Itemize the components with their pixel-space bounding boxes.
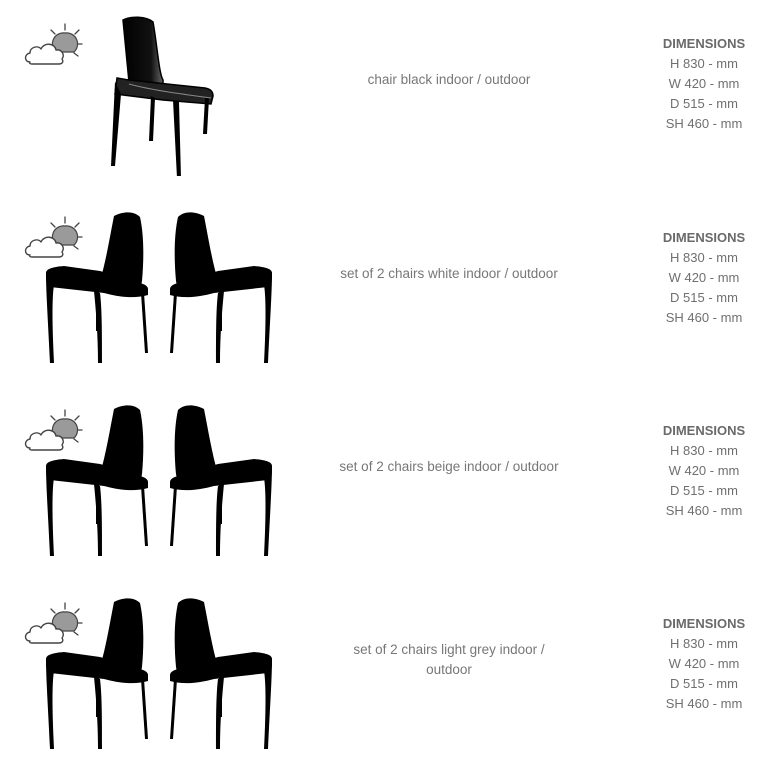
dimensions-block: [640, 34, 768, 134]
dimensions-title: DIMENSIONS: [662, 230, 746, 245]
dimension-height: H 830 - mm: [670, 443, 738, 458]
dimensions-title: DIMENSIONS: [662, 36, 746, 51]
dimension-height: H 830 - mm: [670, 56, 738, 71]
product-description: set of 2 chairs light grey indoor / outdoor: [353, 642, 545, 677]
dimension-depth: D 515 - mm: [670, 290, 738, 305]
dimension-seat-height: SH 460 - mm: [665, 310, 743, 325]
product-description: set of 2 chairs beige indoor / outdoor: [339, 459, 559, 474]
dimensions-title: DIMENSIONS: [662, 616, 746, 631]
dimensions-block: [640, 228, 768, 328]
dimension-height: H 830 - mm: [670, 636, 738, 651]
white-chairs-image: [44, 211, 274, 369]
dimension-seat-height: SH 460 - mm: [665, 116, 743, 131]
product-row: [0, 579, 770, 768]
dimensions-title: DIMENSIONS: [662, 423, 746, 438]
product-description: set of 2 chairs white indoor / outdoor: [340, 266, 558, 281]
dimension-width: W 420 - mm: [668, 463, 740, 478]
light-grey-chairs-image: [44, 597, 274, 755]
partly-cloudy-sun-icon: [22, 22, 92, 72]
dimensions-block: [640, 614, 768, 714]
dimension-seat-height: SH 460 - mm: [665, 503, 743, 518]
dimension-width: W 420 - mm: [668, 270, 740, 285]
dimension-depth: D 515 - mm: [670, 96, 738, 111]
dimension-width: W 420 - mm: [668, 656, 740, 671]
dimensions-block: [640, 421, 768, 521]
dimension-depth: D 515 - mm: [670, 483, 738, 498]
product-row: [0, 193, 770, 386]
product-row: [0, 386, 770, 579]
product-row: [0, 0, 770, 193]
dimension-seat-height: SH 460 - mm: [665, 696, 743, 711]
black-chair-image: [96, 16, 226, 176]
dimension-height: H 830 - mm: [670, 250, 738, 265]
product-description: chair black indoor / outdoor: [367, 72, 531, 87]
dimension-depth: D 515 - mm: [670, 676, 738, 691]
beige-chairs-image: [44, 404, 274, 562]
dimension-width: W 420 - mm: [668, 76, 740, 91]
